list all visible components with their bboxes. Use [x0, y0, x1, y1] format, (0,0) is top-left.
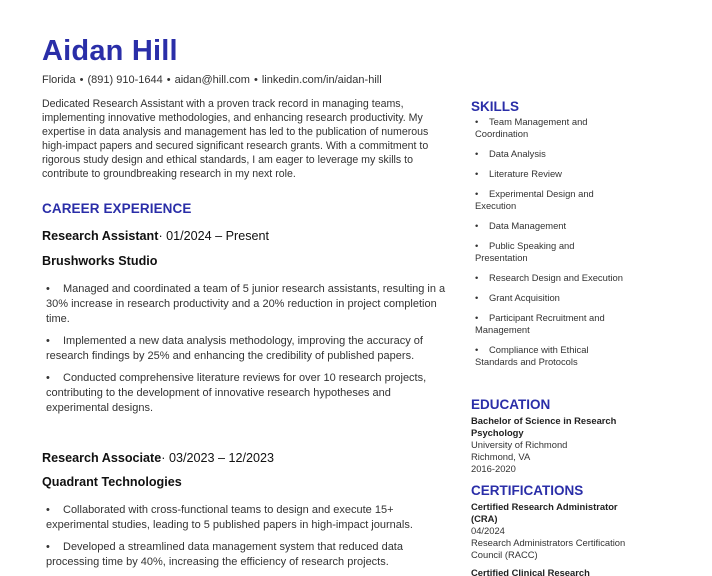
bullet-dot: •: [475, 116, 479, 127]
education-entry: [471, 415, 631, 475]
list-item: [471, 272, 626, 284]
education-heading: EDUCATION: [471, 397, 551, 412]
certifications-heading: CERTIFICATIONS: [471, 483, 584, 498]
skill-text: Data Management: [489, 220, 567, 231]
list-item: [42, 334, 447, 364]
bullet-dot: •: [475, 272, 479, 283]
contact-line: [42, 74, 382, 86]
list-item: [471, 344, 626, 368]
job-company: Quadrant Technologies: [42, 475, 182, 489]
bullet-dot: •: [475, 240, 479, 251]
list-item: [471, 292, 626, 304]
job-entry: [42, 450, 447, 570]
career-experience-heading: CAREER EXPERIENCE: [42, 201, 192, 216]
job-dates: · 03/2023 – 12/2023: [161, 451, 274, 465]
bullet-dot: •: [475, 188, 479, 199]
job-title-line: [42, 228, 447, 244]
list-item: [471, 168, 626, 180]
bullet-text: Implemented a new data analysis methodology, improving the accuracy of research findings by 25% and enhancing the credibility of published papers.: [46, 335, 423, 362]
professional-summary: Dedicated Research Assistant with a proven track record in managing teams, implementing innovative methodologies, and enhancing research productivity. My expertise in data analysis and management has led to the publication of numerous high-impact papers and secured significant research grants. With a commitment to rigorous study design and ethical standards, I am eager to leverage my skills to contribute to groundbreaking research in my next role.: [42, 98, 429, 180]
job-role: Research Assistant: [42, 229, 159, 243]
list-item: [42, 282, 447, 327]
job-role: Research Associate: [42, 451, 162, 465]
skills-heading: SKILLS: [471, 99, 520, 114]
skill-text: Experimental Design and Execution: [475, 188, 594, 211]
job-bullets: [42, 282, 447, 416]
skill-text: Grant Acquisition: [489, 292, 560, 303]
contact-separator: •: [79, 74, 84, 86]
certification-issuer: Research Administrators Certification Council (RACC): [471, 537, 626, 560]
bullet-dot: •: [475, 148, 479, 159]
bullet-text: Collaborated with cross-functional teams to design and execute 15+ experimental studies, leading to 5 published papers in high-impact journals.: [46, 504, 413, 531]
list-item: [471, 116, 626, 140]
bullet-dot: •: [475, 168, 479, 179]
bullet-dot: •: [46, 504, 50, 516]
bullet-dot: •: [475, 344, 479, 355]
certification-entry: [471, 567, 631, 576]
skill-text: Team Management and Coordination: [475, 116, 588, 139]
list-item: [471, 148, 626, 160]
skill-text: Data Analysis: [489, 148, 546, 159]
bullet-dot: •: [475, 292, 479, 303]
education-location: Richmond, VA: [471, 451, 531, 462]
contact-separator: •: [253, 74, 258, 86]
list-item: [42, 503, 447, 533]
list-item: [471, 188, 626, 212]
education-degree: Bachelor of Science in Research Psychology: [471, 415, 617, 438]
list-item: [471, 220, 626, 232]
list-item: [471, 240, 626, 264]
certification-name: Certified Clinical Research: [471, 567, 590, 576]
contact-email[interactable]: aidan@hill.com: [174, 74, 250, 86]
skill-text: Participant Recruitment and Management: [475, 312, 605, 335]
skill-text: Research Design and Execution: [489, 272, 623, 283]
list-item: [42, 371, 447, 416]
bullet-text: Managed and coordinated a team of 5 junior research assistants, resulting in a 30% increase in research productivity and a 20% reduction in project completion time.: [46, 283, 446, 325]
bullet-dot: •: [475, 312, 479, 323]
education-school: University of Richmond: [471, 439, 568, 450]
bullet-text: Conducted comprehensive literature reviews for over 10 research projects, contributing to the development of innovative research hypotheses and experimental designs.: [46, 372, 427, 414]
contact-separator: •: [166, 74, 171, 86]
list-item: [42, 540, 447, 570]
bullet-dot: •: [46, 283, 50, 295]
job-entry: [42, 228, 447, 416]
certification-date: 04/2024: [471, 525, 505, 536]
certification-entry: [471, 501, 631, 561]
skill-text: Public Speaking and Presentation: [475, 240, 575, 263]
job-dates: · 01/2024 – Present: [158, 229, 270, 243]
certification-name: Certified Research Administrator (CRA): [471, 501, 618, 524]
education-dates: 2016-2020: [471, 463, 516, 474]
bullet-dot: •: [46, 541, 50, 553]
skill-text: Literature Review: [489, 168, 562, 179]
job-bullets: [42, 503, 447, 570]
bullet-text: Developed a streamlined data management system that reduced data processing time by 40%, increasing the efficiency of research projects.: [46, 541, 403, 568]
skill-text: Compliance with Ethical Standards and Protocols: [475, 344, 589, 367]
contact-phone: (891) 910-1644: [87, 74, 163, 86]
list-item: [471, 312, 626, 336]
candidate-name: Aidan Hill: [42, 35, 178, 67]
bullet-dot: •: [46, 372, 50, 384]
skills-list: [471, 116, 626, 376]
job-company: Brushworks Studio: [42, 254, 158, 268]
contact-linkedin[interactable]: linkedin.com/in/aidan-hill: [261, 74, 382, 86]
bullet-dot: •: [475, 220, 479, 231]
job-title-line: [42, 450, 447, 466]
contact-location: Florida: [42, 74, 76, 86]
bullet-dot: •: [46, 335, 50, 347]
